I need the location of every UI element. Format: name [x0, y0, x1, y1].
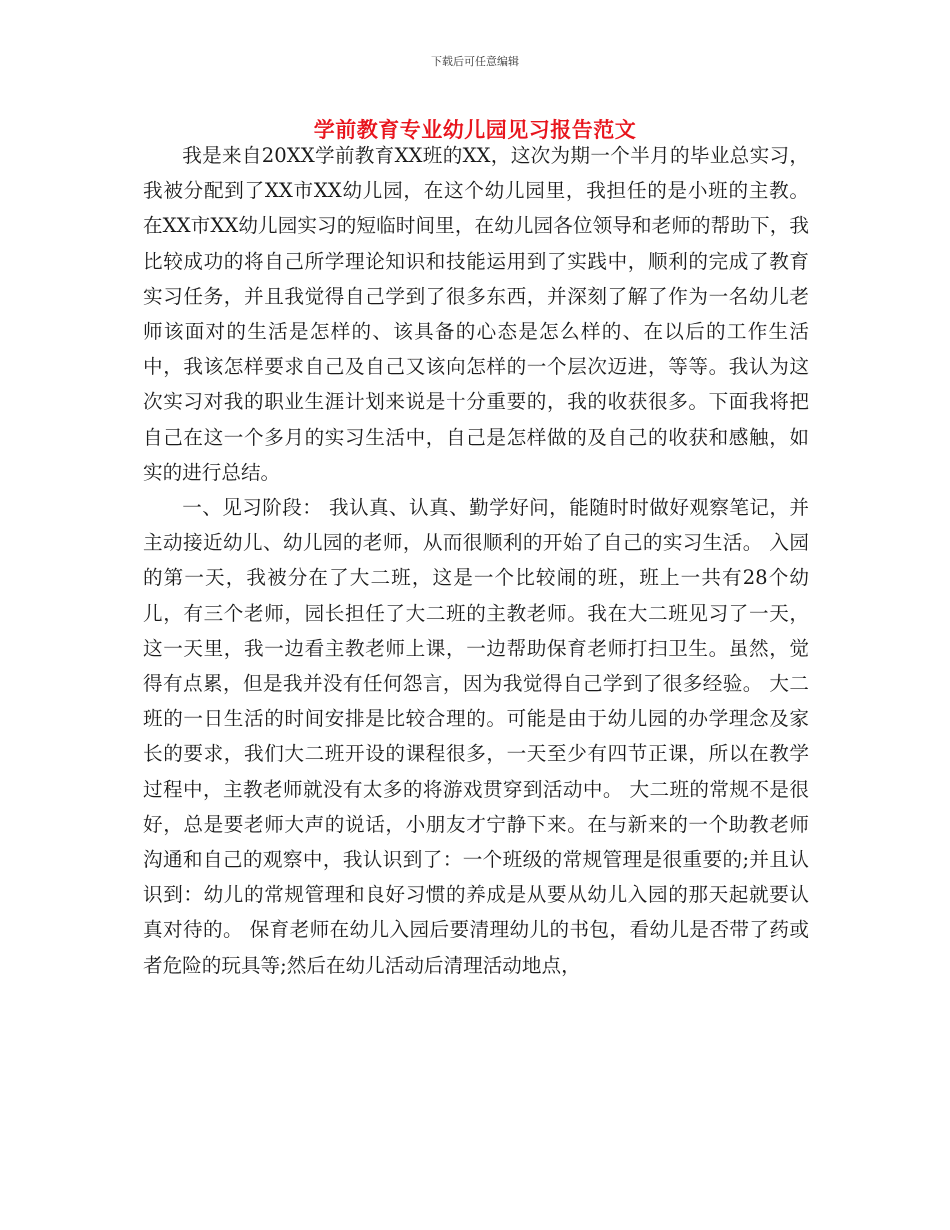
paragraph-observation-stage: 一、见习阶段： 我认真、认真、勤学好问，能随时时做好观察笔记，并主动接近幼儿、幼儿园的老师，从而很顺利的开始了自己的实习生活。 入园的第一天，我被分在了大二班，这是一个比较闹的班，班上一共有28个幼儿，有三个老师，园长担任了大二班的主教老师。我在大二班见习了一天，这一天里，我一边看主教老师上课，一边帮助保育老师打扫卫生。虽然，觉得有点累，但是我并没有任何怨言，因为我觉得自己学到了很多经验。 大二班的一日生活的时间安排是比较合理的。可能是由于幼儿园的办学理念及家长的要求，我们大二班开设的课程很多，一天至少有四节正课，所以在教学过程中，主教老师就没有太多的将游戏贯穿到活动中。 大二班的常规不是很好，总是要老师大声的说话，小朋友才宁静下来。在与新来的一个助教老师沟通和自己的观察中，我认识到了：一个班级的常规管理是很重要的;并且认识到：幼儿的常规管理和良好习惯的养成是从要从幼儿入园的那天起就要认真对待的。 保育老师在幼儿入园后要清理幼儿的书包，看幼儿是否带了药或者危险的玩具等;然后在幼儿活动后清理活动地点， — [143, 496, 809, 977]
header-note: 下载后可任意编辑 — [431, 55, 519, 68]
paragraph-intro: 我是来自20XX学前教育XX班的XX，这次为期一个半月的毕业总实习，我被分配到了XX市XX幼儿园，在这个幼儿园里，我担任的是小班的主教。 在XX市XX幼儿园实习的短临时间里，在幼儿园各位领导和老师的帮助下，我比较成功的将自己所学理论知识和技能运用到了实践中，顺利的完成了教育实习任务，并且我觉得自己学到了很多东西，并深刻了解了作为一名幼儿老师该面对的生活是怎样的、该具备的心态是怎么样的、在以后的工作生活中，我该怎样要求自己及自己又该向怎样的一个层次迈进，等等。我认为这次实习对我的职业生涯计划来说是十分重要的，我的收获很多。下面我将把自己在这一个多月的实习生活中，自己是怎样做的及自己的收获和感触，如实的进行总结。 — [143, 144, 809, 484]
document-title: 学前教育专业幼儿园见习报告范文 — [313, 118, 637, 142]
document-body — [143, 138, 809, 983]
